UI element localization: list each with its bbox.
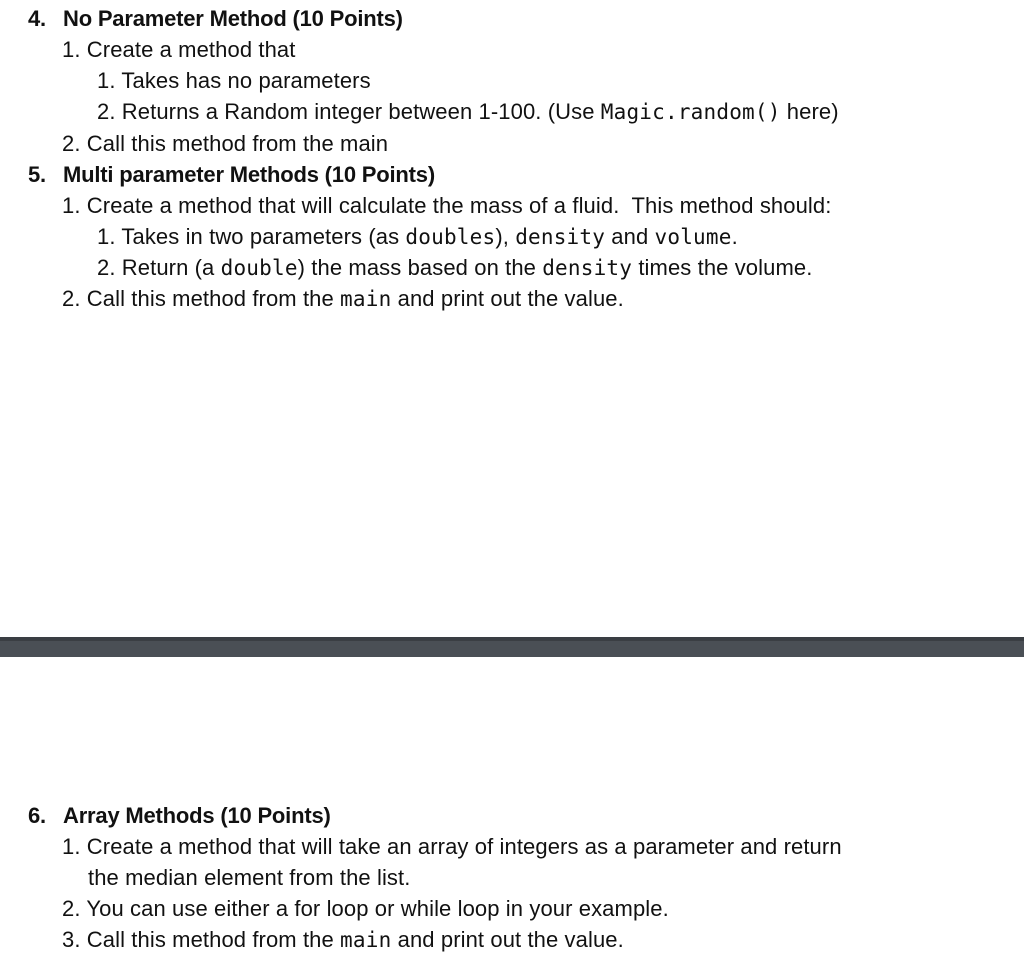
- list-text: You can use either a for loop or while loop in your example.: [86, 896, 669, 921]
- section-5-item-1: [62, 195, 831, 217]
- list-number: 1.: [62, 834, 81, 859]
- section-4-item-1: [62, 39, 295, 61]
- section-5-title: Multi parameter Methods (10 Points): [63, 162, 435, 187]
- inline-code: main: [340, 287, 392, 311]
- list-text: Create a method that will take an array of integers as a parameter and return: [86, 834, 842, 859]
- list-text: Return (a: [121, 255, 221, 280]
- section-4-item-1-1: [97, 70, 371, 92]
- list-text: Returns a Random integer between 1-100. (Use: [121, 99, 601, 124]
- section-4-number: 4.: [28, 6, 46, 31]
- list-text: Call this method from the: [86, 286, 341, 311]
- section-4-heading: [28, 8, 403, 30]
- list-number: 1.: [62, 193, 81, 218]
- list-number: 2.: [97, 255, 116, 280]
- section-6-title: Array Methods (10 Points): [63, 803, 331, 828]
- list-number: 2.: [62, 286, 81, 311]
- list-text: ) the mass based on the: [297, 255, 543, 280]
- inline-code: density: [515, 225, 606, 249]
- list-number: 2.: [62, 131, 81, 156]
- section-5-item-1-2: [97, 257, 812, 279]
- list-text: ),: [495, 224, 516, 249]
- page-break-divider-edge: [0, 637, 1024, 641]
- list-number: 2.: [97, 99, 116, 124]
- section-4-item-1-2: [97, 101, 839, 123]
- list-text: here): [780, 99, 839, 124]
- section-6-heading: [28, 805, 331, 827]
- section-6-item-3: [62, 929, 624, 951]
- inline-code: double: [220, 256, 298, 280]
- list-number: 3.: [62, 927, 81, 952]
- list-text: and print out the value.: [391, 927, 624, 952]
- list-text: Call this method from the: [86, 927, 341, 952]
- list-text: and: [605, 224, 655, 249]
- section-6-number: 6.: [28, 803, 46, 828]
- section-5-number: 5.: [28, 162, 46, 187]
- list-text: Create a method that: [86, 37, 296, 62]
- list-text: Takes has no parameters: [121, 68, 371, 93]
- list-number: 1.: [97, 224, 116, 249]
- list-text: Create a method that will calculate the mass of a fluid. This method should:: [86, 193, 832, 218]
- section-5-item-2: [62, 288, 624, 310]
- inline-code: density: [542, 256, 633, 280]
- section-5-item-1-1: [97, 226, 738, 248]
- section-6-item-1-continued: [88, 867, 410, 889]
- list-text: .: [731, 224, 738, 249]
- list-number: 1.: [62, 37, 81, 62]
- list-text: the median element from the list.: [88, 865, 411, 890]
- list-number: 2.: [62, 896, 81, 921]
- section-5-heading: [28, 164, 435, 186]
- list-number: 1.: [97, 68, 116, 93]
- list-text: and print out the value.: [391, 286, 624, 311]
- list-text: times the volume.: [632, 255, 813, 280]
- section-6-item-2: [62, 898, 669, 920]
- section-4-item-2: [62, 133, 388, 155]
- list-text: Call this method from the main: [86, 131, 389, 156]
- inline-code: Magic.random(): [600, 100, 781, 124]
- inline-code: main: [340, 928, 392, 952]
- section-4-title: No Parameter Method (10 Points): [63, 6, 403, 31]
- section-6-item-1: [62, 836, 842, 858]
- inline-code: doubles: [405, 225, 496, 249]
- inline-code: volume: [654, 225, 732, 249]
- list-text: Takes in two parameters (as: [121, 224, 406, 249]
